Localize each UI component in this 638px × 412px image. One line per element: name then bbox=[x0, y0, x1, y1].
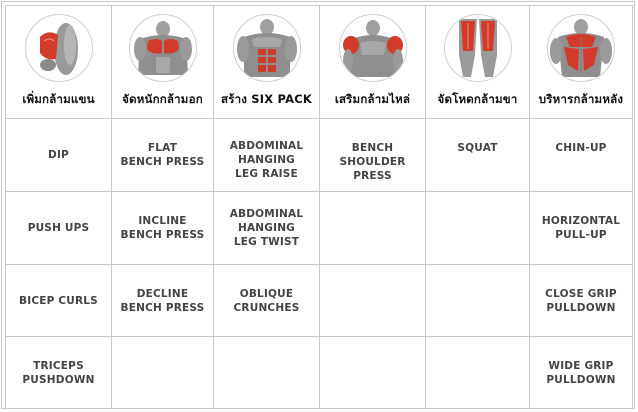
exercise-cell bbox=[112, 337, 214, 409]
exercise-cell bbox=[6, 337, 112, 409]
exercise-cell bbox=[530, 192, 633, 265]
exercise-name: PUSH UPS bbox=[27, 222, 90, 234]
category-legs bbox=[426, 6, 530, 119]
exercise-cell bbox=[214, 192, 320, 265]
category-shoulders bbox=[320, 6, 426, 119]
category-label: เสริมกล้ามไหล่ bbox=[334, 92, 411, 106]
exercise-name: ABDOMINAL HANGING LEG TWIST bbox=[229, 208, 304, 248]
arm-muscle-icon bbox=[25, 14, 93, 82]
exercise-cell bbox=[320, 265, 426, 337]
category-arms bbox=[6, 6, 112, 119]
exercise-cell bbox=[320, 119, 426, 192]
table-row bbox=[6, 119, 633, 192]
exercise-cell bbox=[112, 119, 214, 192]
category-abs bbox=[214, 6, 320, 119]
exercise-name: ABDOMINAL HANGING LEG RAISE bbox=[229, 140, 304, 180]
exercise-name: DECLINE BENCH PRESS bbox=[120, 287, 205, 314]
category-label: เพิ่มกล้ามแขน bbox=[22, 92, 95, 106]
exercise-name: FLAT BENCH PRESS bbox=[120, 142, 205, 168]
table-row bbox=[6, 265, 633, 337]
exercise-cell bbox=[426, 192, 530, 265]
exercise-cell bbox=[530, 337, 633, 409]
table-row bbox=[6, 337, 633, 409]
table-row bbox=[6, 192, 633, 265]
exercise-name: OBLIQUE CRUNCHES bbox=[233, 287, 300, 314]
exercise-name: INCLINE BENCH PRESS bbox=[120, 215, 205, 241]
exercise-cell bbox=[426, 119, 530, 192]
chest-muscle-icon bbox=[129, 14, 197, 82]
exercise-name: WIDE GRIP PULLDOWN bbox=[546, 359, 616, 386]
exercise-cell bbox=[426, 337, 530, 409]
exercise-cell bbox=[320, 337, 426, 409]
category-label: จัดโหดกล้ามขา bbox=[437, 92, 518, 106]
exercise-cell bbox=[112, 265, 214, 337]
exercise-name: TRICEPS PUSHDOWN bbox=[22, 359, 95, 386]
category-chest bbox=[112, 6, 214, 119]
exercise-cell bbox=[320, 192, 426, 265]
exercise-name: DIP bbox=[48, 149, 69, 161]
abs-muscle-icon bbox=[233, 14, 301, 82]
category-label: บริหารกล้ามหลัง bbox=[538, 92, 624, 106]
exercise-cell bbox=[6, 119, 112, 192]
header-row bbox=[6, 6, 633, 119]
exercise-name: SQUAT bbox=[457, 142, 498, 154]
exercise-cell bbox=[6, 265, 112, 337]
category-label: สร้าง SIX PACK bbox=[221, 92, 312, 106]
exercise-cell bbox=[112, 192, 214, 265]
category-back bbox=[530, 6, 633, 119]
shoulder-muscle-icon bbox=[339, 14, 407, 82]
leg-muscle-icon bbox=[444, 14, 512, 82]
exercise-name: BICEP CURLS bbox=[19, 294, 98, 307]
exercise-cell bbox=[214, 337, 320, 409]
exercise-name: HORIZONTAL PULL-UP bbox=[541, 215, 621, 241]
category-label: จัดหนักกล้ามอก bbox=[122, 92, 203, 106]
exercise-cell bbox=[426, 265, 530, 337]
back-muscle-icon bbox=[547, 14, 615, 82]
exercise-name: BENCH SHOULDER PRESS bbox=[339, 142, 406, 182]
exercise-cell bbox=[214, 265, 320, 337]
exercise-cell bbox=[530, 119, 633, 192]
workout-table bbox=[5, 5, 633, 409]
exercise-cell bbox=[214, 119, 320, 192]
exercise-name: CLOSE GRIP PULLDOWN bbox=[545, 287, 617, 314]
exercise-cell bbox=[6, 192, 112, 265]
exercise-name: CHIN-UP bbox=[555, 142, 607, 154]
exercise-cell bbox=[530, 265, 633, 337]
